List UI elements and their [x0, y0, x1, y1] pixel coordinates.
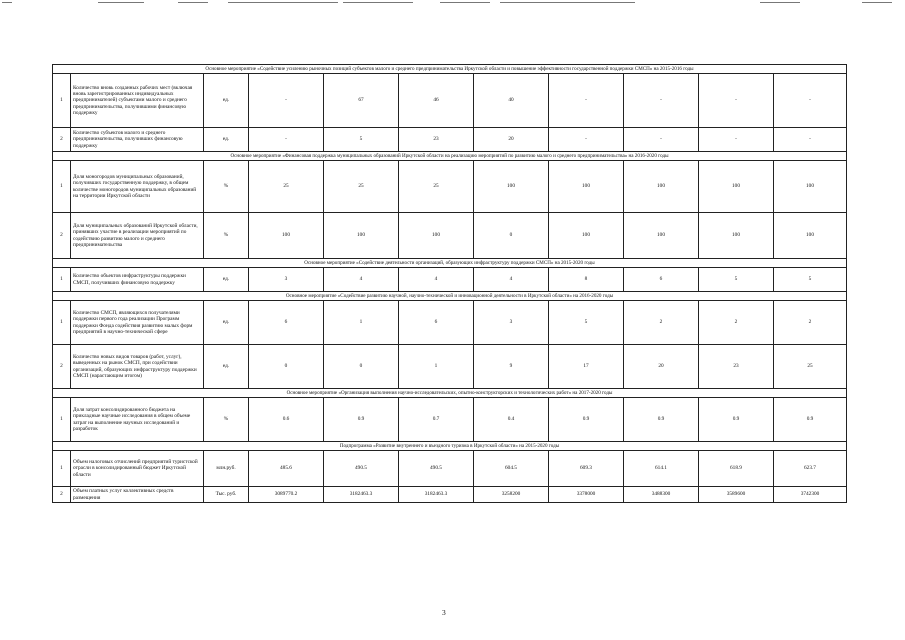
row-number: 2: [53, 487, 71, 503]
value-cell: 1: [324, 301, 399, 345]
value-cell: 25: [774, 345, 847, 389]
value-cell: 2: [774, 301, 847, 345]
row-number: 1: [53, 398, 71, 442]
unit-cell: Тыс. руб.: [204, 487, 249, 503]
value-cell: 25: [324, 161, 399, 213]
table-row: [53, 74, 847, 128]
value-cell: 618.9: [699, 451, 774, 487]
value-cell: 6: [399, 301, 474, 345]
indicator-name: Объем налоговых отчислений предприятий туристской отрасли в консолидированный бюджет Иркутской области: [71, 451, 204, 487]
value-cell: 604.5: [474, 451, 549, 487]
row-number: 1: [53, 74, 71, 128]
value-cell: 2: [624, 301, 699, 345]
indicator-name: Доля муниципальных образований Иркутской области, принявших участие в реализации мероприятий по содействию развитию малого и среднего предпринимательства: [71, 213, 204, 259]
unit-cell: ед.: [204, 268, 249, 292]
value-cell: 3: [474, 301, 549, 345]
indicator-name: Количество объектов инфраструктуры поддержки СМСП, получивших финансовую поддержку: [71, 268, 204, 292]
row-number: 1: [53, 161, 71, 213]
row-number: 1: [53, 301, 71, 345]
value-cell: 3182463.3: [399, 487, 474, 503]
value-cell: 4: [324, 268, 399, 292]
value-cell: 8: [549, 268, 624, 292]
unit-cell: %: [204, 213, 249, 259]
value-cell: 623.7: [774, 451, 847, 487]
row-number: 1: [53, 451, 71, 487]
value-cell: 9: [474, 345, 549, 389]
value-cell: 3488300: [624, 487, 699, 503]
value-cell: 100: [774, 161, 847, 213]
value-cell: 25: [249, 161, 324, 213]
value-cell: 25: [399, 161, 474, 213]
indicator-name: Доля моногородов муниципальных образований, получивших государственную поддержку, в общем количестве моногородов муниципальных образований на территории Иркутской области: [71, 161, 204, 213]
value-cell: 100: [399, 213, 474, 259]
value-cell: 3258200: [474, 487, 549, 503]
value-cell: 5: [549, 301, 624, 345]
section-header: Основное мероприятие «Содействие усилению рыночных позиций субъектов малого и среднего предпринимательства Иркутской области и повышение эффективности государственной поддержки СМСП» на 2015-2016 годы: [53, 65, 847, 74]
value-cell: -: [249, 74, 324, 128]
unit-cell: %: [204, 161, 249, 213]
value-cell: 0.9: [549, 398, 624, 442]
section-header: Основное мероприятие «Содействие развитию научной, научно-технической и инновационной деятельности в Иркутской области» на 2016-2020 годы: [53, 292, 847, 301]
value-cell: 4: [399, 268, 474, 292]
value-cell: 3: [249, 268, 324, 292]
indicator-name: Количество новых видов товаров (работ, услуг), выведенных на рынок СМСП, при содействии организаций, образующих инфраструктуру поддержки СМСП (нарастающим итогом): [71, 345, 204, 389]
value-cell: 4: [474, 268, 549, 292]
section-header-row: [53, 152, 847, 161]
value-cell: 0.9: [699, 398, 774, 442]
value-cell: 20: [474, 128, 549, 152]
row-number: 2: [53, 213, 71, 259]
value-cell: 3589600: [699, 487, 774, 503]
value-cell: -: [549, 74, 624, 128]
value-cell: 100: [249, 213, 324, 259]
section-header-row: [53, 259, 847, 268]
indicator-name: Доля затрат консолидированного бюджета на прикладные научные исследования в общем объеме затрат на выполнение научных исследований и разработок: [71, 398, 204, 442]
value-cell: 23: [399, 128, 474, 152]
table-row: [53, 487, 847, 503]
value-cell: 46: [399, 74, 474, 128]
value-cell: 67: [324, 74, 399, 128]
value-cell: 0.6: [249, 398, 324, 442]
table-row: [53, 161, 847, 213]
table-row: [53, 268, 847, 292]
indicator-name: Количество вновь созданных рабочих мест (включая вновь зарегистрированных индивидуальных предпринимателей) субъектами малого и среднего предпринимательства, получившими финансовую поддержку: [71, 74, 204, 128]
value-cell: 100: [624, 161, 699, 213]
value-cell: 3378000: [549, 487, 624, 503]
value-cell: -: [624, 128, 699, 152]
table-row: [53, 301, 847, 345]
value-cell: 3089770.2: [249, 487, 324, 503]
value-cell: 0.9: [324, 398, 399, 442]
value-cell: 485.6: [249, 451, 324, 487]
value-cell: 100: [324, 213, 399, 259]
table-row: [53, 451, 847, 487]
table-row: [53, 398, 847, 442]
value-cell: -: [699, 74, 774, 128]
indicator-name: Количество субъектов малого и среднего предпринимательства, получивших финансовую поддержку: [71, 128, 204, 152]
page-number: 3: [442, 608, 446, 617]
section-header-row: [53, 292, 847, 301]
value-cell: 609.3: [549, 451, 624, 487]
value-cell: 2: [699, 301, 774, 345]
value-cell: 23: [699, 345, 774, 389]
section-header: Подпрограмма «Развитие внутреннего и въездного туризма в Иркутской области» на 2015-2020 годы: [53, 442, 847, 451]
section-header: Основное мероприятие «Финансовая поддержка муниципальных образований Иркутской области на реализацию мероприятий по развитию малого и среднего предпринимательства» на 2016-2020 годы: [53, 152, 847, 161]
value-cell: 0: [249, 345, 324, 389]
value-cell: -: [699, 128, 774, 152]
unit-cell: млн.руб.: [204, 451, 249, 487]
value-cell: 1: [399, 345, 474, 389]
value-cell: 100: [699, 213, 774, 259]
value-cell: 20: [624, 345, 699, 389]
section-header-row: [53, 442, 847, 451]
section-header: Основное мероприятие «Содействие деятельности организаций, образующих инфраструктуру поддержки СМСП» на 2015-2020 годы: [53, 259, 847, 268]
value-cell: 100: [549, 213, 624, 259]
value-cell: 100: [699, 161, 774, 213]
table-row: [53, 128, 847, 152]
value-cell: 100: [474, 161, 549, 213]
value-cell: 490.5: [399, 451, 474, 487]
value-cell: 3182463.3: [324, 487, 399, 503]
value-cell: -: [774, 128, 847, 152]
row-number: 1: [53, 268, 71, 292]
section-header-row: [53, 389, 847, 398]
indicators-table: [52, 64, 847, 503]
unit-cell: ед.: [204, 345, 249, 389]
value-cell: -: [774, 74, 847, 128]
value-cell: 0.9: [624, 398, 699, 442]
value-cell: 6: [249, 301, 324, 345]
value-cell: -: [549, 128, 624, 152]
table-row: [53, 345, 847, 389]
section-header-row: [53, 65, 847, 74]
value-cell: 6: [624, 268, 699, 292]
value-cell: 0.4: [474, 398, 549, 442]
value-cell: 17: [549, 345, 624, 389]
value-cell: -: [249, 128, 324, 152]
value-cell: 0.9: [774, 398, 847, 442]
value-cell: 5: [774, 268, 847, 292]
value-cell: 100: [549, 161, 624, 213]
row-number: 2: [53, 345, 71, 389]
value-cell: 0: [474, 213, 549, 259]
value-cell: 100: [774, 213, 847, 259]
value-cell: 40: [474, 74, 549, 128]
value-cell: 5: [324, 128, 399, 152]
value-cell: 490.5: [324, 451, 399, 487]
table-row: [53, 213, 847, 259]
indicator-name: Количество СМСП, являющихся получателями поддержки первого года реализации Программ поддержки Фонда содействия развитию малых форм предприятий в научно-технической сфере: [71, 301, 204, 345]
unit-cell: %: [204, 398, 249, 442]
value-cell: 100: [624, 213, 699, 259]
unit-cell: ед.: [204, 128, 249, 152]
scan-edge-marks: [0, 0, 905, 10]
unit-cell: ед.: [204, 74, 249, 128]
row-number: 2: [53, 128, 71, 152]
indicator-name: Объем платных услуг коллективных средств размещения: [71, 487, 204, 503]
value-cell: 5: [699, 268, 774, 292]
value-cell: -: [624, 74, 699, 128]
value-cell: 0.7: [399, 398, 474, 442]
value-cell: 0: [324, 345, 399, 389]
value-cell: 614.1: [624, 451, 699, 487]
unit-cell: ед.: [204, 301, 249, 345]
section-header: Основное мероприятие «Организация выполнения научно-исследовательских, опытно-конструкторских и технологических работ» на 2017-2020 годы: [53, 389, 847, 398]
value-cell: 3742300: [774, 487, 847, 503]
